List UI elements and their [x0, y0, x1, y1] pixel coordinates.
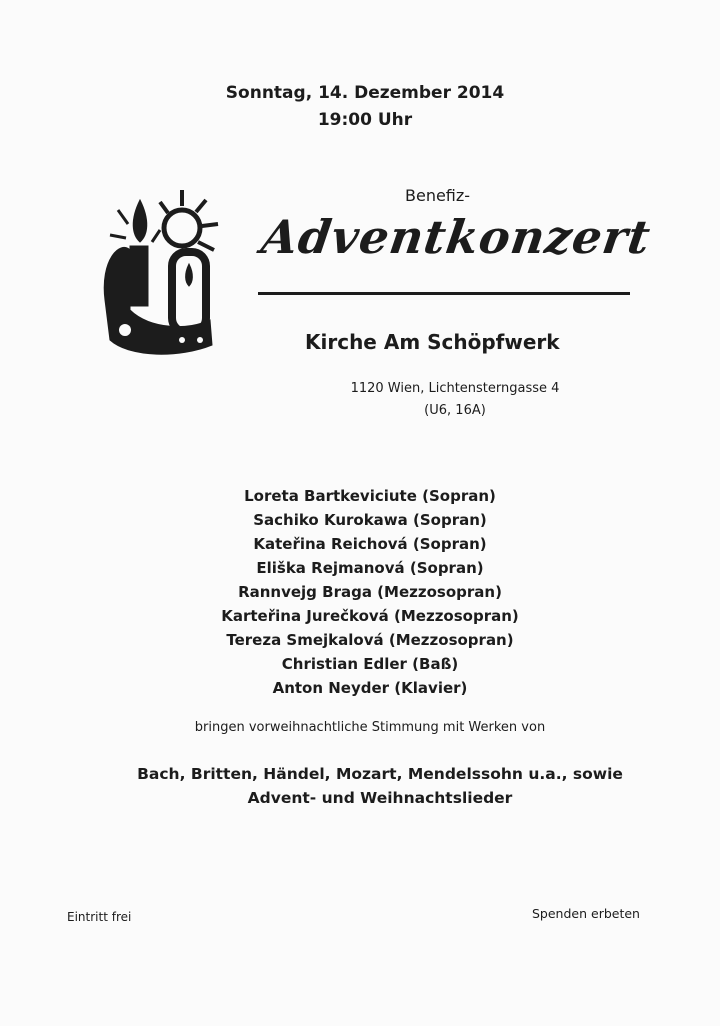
performer-item: Christian Edler (Baß) — [281, 655, 459, 673]
program-intro: bringen vorweihnachtliche Stimmung mit Werken von — [194, 720, 546, 735]
venue-address: 1120 Wien, Lichtensterngasse 4 — [350, 381, 560, 396]
performer-item: Eliška Rejmanová (Sopran) — [256, 559, 484, 577]
venue-transit: (U6, 16A) — [424, 403, 486, 418]
performer-item: Sachiko Kurokawa (Sopran) — [253, 511, 487, 529]
performer-item: Anton Neyder (Klavier) — [272, 679, 468, 697]
event-date: Sonntag, 14. Dezember 2014 — [225, 83, 505, 103]
advent-candles-icon — [100, 180, 230, 360]
performer-list — [190, 484, 550, 700]
event-prefix: Benefiz- — [405, 186, 471, 205]
performer-item: Rannvejg Braga (Mezzosopran) — [238, 583, 502, 601]
event-time: 19:00 Uhr — [317, 110, 413, 130]
performer-item: Loreta Bartkeviciute (Sopran) — [244, 487, 496, 505]
performer-item: Karteřina Jurečková (Mezzosopran) — [221, 607, 519, 625]
performer-item: Tereza Smejkalová (Mezzosopran) — [226, 631, 514, 649]
title-underline — [258, 292, 630, 295]
event-title: Adventkonzert — [258, 210, 655, 264]
performer-item: Kateřina Reichová (Sopran) — [253, 535, 487, 553]
donation-note: Spenden erbeten — [532, 906, 640, 921]
program-works-line-1: Bach, Britten, Händel, Mozart, Mendelssohn u.a., sowie — [137, 765, 623, 783]
program-works-line-2: Advent- und Weihnachtslieder — [247, 789, 513, 807]
event-datetime — [200, 80, 530, 134]
venue-name: Kirche Am Schöpfwerk — [305, 330, 560, 354]
admission-note: Eintritt frei — [67, 910, 132, 924]
program-works — [100, 762, 660, 810]
venue-address-block — [330, 378, 580, 422]
